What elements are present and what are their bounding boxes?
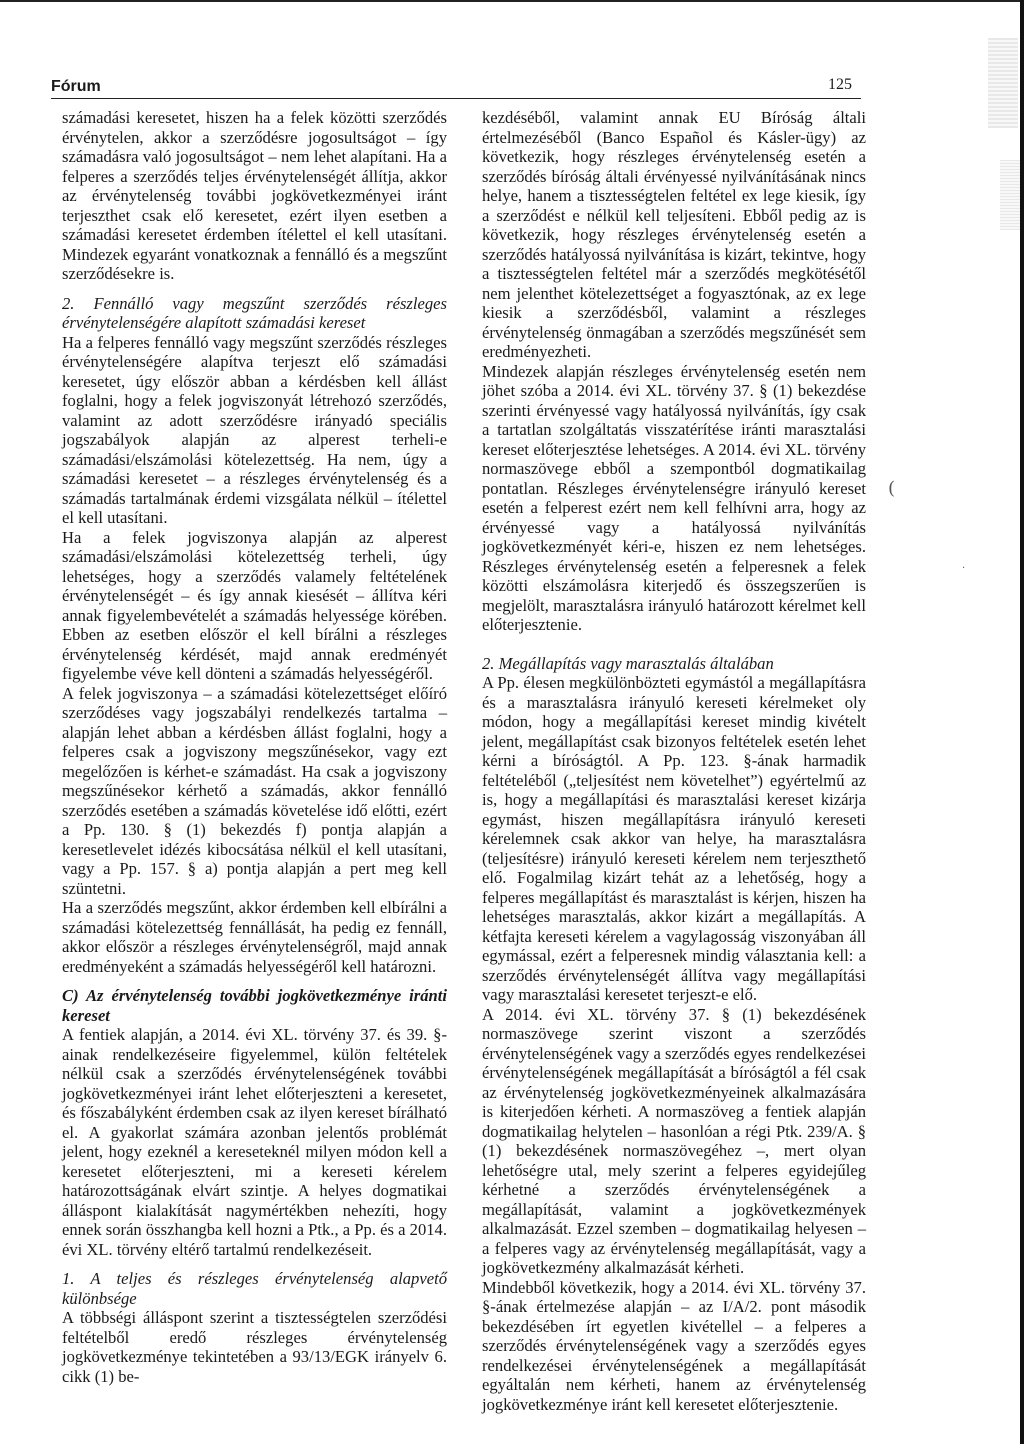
paragraph: Mindezek alapján részleges érvénytelenség esetén nem jöhet szóba a 2014. évi XL. törvény 37. § (1) bekezdése szerinti érvényessé vagy hatályossá nyilvánítás, így csak a tartatlan szolgáltatás visszatérítése iránti marasztalási kereset előterjesztése lehetséges. A 2014. évi XL. törvény normaszövege ebből a szempontból dogmatikailag pontatlan. Részleges érvénytelenségre irányuló kereset esetén a felperest ezért nem kell felhívni arra, hogy az érvényessé vagy a hatályossá nyilvánítás jogkövetkezményét kéri-e, hiszen ez nem lehetséges. Részleges érvénytelenség esetén a felperesnek a felek közötti elszámolásra kiterjedő és összegszerűen is megjelölt, marasztalásra irányuló határozott kérelmet kell előterjesztenie. <box>482 361 866 634</box>
paragraph: A többségi álláspont szerint a tisztességtelen szerződési feltételből eredő részleges érvénytelenség jogkövetkezménye tekintetében a 93/13/EGK irányelv 6. cikk (1) be- <box>62 1308 447 1386</box>
margin-mark: ( <box>888 478 896 499</box>
header-rule <box>51 98 861 99</box>
section-heading: C) Az érvénytelenség további jogkövetkezménye iránti kereset <box>62 986 447 1025</box>
scan-edge-top <box>0 0 1024 2</box>
paragraph: számadási keresetet, hiszen ha a felek közötti szerződés érvénytelen, akkor a szerződésre jogosultságot – így számadásra való jogosultságot – nem lehet alapítani. Ha a felperes a szerződés teljes érvénytelenségét állítja, akkor az érvénytelenség további jogkövetkezményei iránt terjeszthet csak elő keresetet, ezért ilyen esetben a számadási keresetet érdemben ítélettel el kell utasítani. Mindezek egyaránt vonatkoznak a fennálló és a megszűnt szerződésekre is. <box>62 108 447 283</box>
paragraph: Mindebből következik, hogy a 2014. évi XL. törvény 37. §-ának értelmezése alapján – az I/A/2. pont második bekezdésében írt egyetlen kivétellel – a felperes a szerződés érvénytelenségének vagy a szerződés egyes rendelkezései érvénytelenségének a megállapítását egyáltalán nem kérheti, hanem az érvénytelenség jogkövetkezménye iránt kell keresetet előterjesztenie. <box>482 1277 866 1414</box>
running-header-section: Fórum <box>51 78 101 95</box>
section-heading: 2. Megállapítás vagy marasztalás általában <box>482 653 774 673</box>
section-heading: 1. A teljes és részleges érvénytelenség alapvető különbsége <box>62 1269 447 1308</box>
paragraph: kezdéséből, valamint annak EU Bíróság általi értelmezéséből (Banco Español és Kásler-ügy) az következik, hogy részleges érvénytelenség esetén a szerződés bíróság általi érvényessé nyilvánításának nincs helye, hanem a tisztességtelen feltétel ex lege kiesik, így a szerződést e nélkül kell teljesíteni. Ebből pedig az is következik, hogy részleges érvénytelenség esetén a szerződés hatályossá nyilvánítása is kizárt, tekintve, hogy a tisztességtelen feltétel már a szerződés megkötésétől nem jelenthet kötelezettséget a fogyasztónak, az ex lege kiesik a szerződésből, valamint a részleges érvénytelenség önmagában a szerződés megszűnését sem eredményezheti. <box>482 108 866 361</box>
left-column <box>62 108 447 1386</box>
paragraph: Ha a felperes fennálló vagy megszűnt szerződés részleges érvénytelenségére alapítva terjeszt elő számadási keresetet, úgy először abban a kérdésben kell állást foglalni, hogy a felek jogviszonyát létrehozó szerződés, valamint az adott szerződésre irányadó speciális jogszabályok alapján az alperest terheli-e számadási/elszámolási kötelezettség. Ha nem, úgy a számadási keresetet – a részleges érvénytelenség és a számadás tartalmának érdemi vizsgálata nélkül – ítélettel el kell utasítani. <box>62 332 447 527</box>
paragraph: A felek jogviszonya – a számadási kötelezettséget előíró szerződéses vagy jogszabályi rendelkezés tartalma – alapján lehet abban a kérdésben állást foglalni, hogy a felperes csak a jogviszony megszűnésekor, vagy ezt megelőzően is kérhet-e számadást. Ha csak a jogviszony megszűnésekor kérhető a számadás, akkor fennálló szerződés esetében a számadás követelése idő előtti, ezért a Pp. 130. § (1) bekezdés f) pontja alapján a keresetlevelet idézés kibocsátása nélkül el kell utasítani, vagy a Pp. 157. § a) pontja alapján a pert meg kell szüntetni. <box>62 683 447 898</box>
scan-artifact <box>988 38 1018 128</box>
paragraph: A fentiek alapján, a 2014. évi XL. törvény 37. és 39. §-ainak rendelkezéseire figyelemmel, külön feltételek nélkül csak a szerződés érvénytelenségének további jogkövetkezményei iránt lehet előterjeszteni a keresetet, és főszabályként érdemben csak az ilyen kereset bírálható el. A gyakorlat számára azonban jelentős problémát jelent, hogy ezeknél a kereseteknél milyen módon kell a keresetet előterjeszteni, mi a kereseti kérelem határozottságának elvárt szintje. A helyes dogmatikai álláspont kialakítását nagymértékben nehezíti, hogy ennek során összhangba kell hozni a Ptk., a Pp. és a 2014. évi XL. törvény eltérő tartalmú rendelkezéseit. <box>62 1025 447 1259</box>
paragraph: Ha a felek jogviszonya alapján az alperest számadási/elszámolási kötelezettség terheli, úgy lehetséges, hogy a szerződés valamely feltételének érvénytelenségét – és így annak kiesését – állítva kéri annak figyelembevételét a számadás helyessége körében. Ebben az esetben először el kell bírálni a részleges érvénytelenség kérdését, majd annak eredményét figyelembe véve kell dönteni a számadás helyességéről. <box>62 527 447 683</box>
scan-edge-right <box>1020 0 1024 1444</box>
paragraph: Ha a szerződés megszűnt, akkor érdemben kell elbírálni a számadási kötelezettség fennállását, ha pedig ez fennáll, akkor először a részleges érvénytelenségről, majd annak eredményeként a számadás helyességéről kell határozni. <box>62 898 447 976</box>
paragraph: A Pp. élesen megkülönbözteti egymástól a megállapításra és a marasztalásra irányuló kereseti kérelmeket oly módon, hogy a megállapítási kereset mindig kivételt jelent, megállapítást csak bizonyos feltételek esetén lehet kérni a bíróságtól. A Pp. 123. §-ának harmadik feltételéből („teljesítést nem követelhet”) egyértelmű az is, hogy a megállapítási és marasztalási kereset kizárja egymást, hiszen megállapításra irányuló kereseti kérelemnek csak akkor van helye, ha marasztalásra (teljesítésre) irányuló kereseti kérelem nem terjeszthető elő. Fogalmilag kizárt tehát az a lehetőség, hogy a felperes megállapítást és marasztalást is kérjen, hiszen ha lehetséges marasztalás, akkor kizárt a megállapítás. A kétfajta kereseti kérelem a vagylagosság viszonyában áll egymással, ezért a felperesnek mindig választania kell: a szerződés érvénytelenségét állítva vagy megállapítási vagy marasztalási keresetet terjeszt-e elő. <box>482 673 866 1004</box>
right-column <box>482 108 866 1414</box>
margin-mark: . <box>962 560 966 571</box>
paragraph: A 2014. évi XL. törvény 37. § (1) bekezdésének normaszövege szerint viszont a szerződés érvénytelenségének vagy a szerződés egyes rendelkezései érvénytelenségének megállapítását a bíróságtól a fél csak az érvénytelenség jogkövetkezményeinek alkalmazására is kiterjedően kérheti. A normaszöveg a fentiek alapján dogmatikailag helytelen – hasonlóan a régi Ptk. 239/A. § (1) bekezdésének normaszövegéhez –, mert olyan lehetőségre utal, mely szerint a felperes egyidejűleg kérhetné a szerződés érvénytelenségének a megállapítását, valamint a jogkövetkezmények alkalmazását. Ezzel szemben – dogmatikailag helyesen – a felperes vagy az érvénytelenség megállapítását, vagy a jogkövetkezmény alkalmazását kérheti. <box>482 1004 866 1277</box>
scan-artifact <box>1000 160 1020 230</box>
section-heading: 2. Fennálló vagy megszűnt szerződés részleges érvénytelenségére alapított számadási kereset <box>62 293 447 332</box>
page-number: 125 <box>828 76 852 93</box>
